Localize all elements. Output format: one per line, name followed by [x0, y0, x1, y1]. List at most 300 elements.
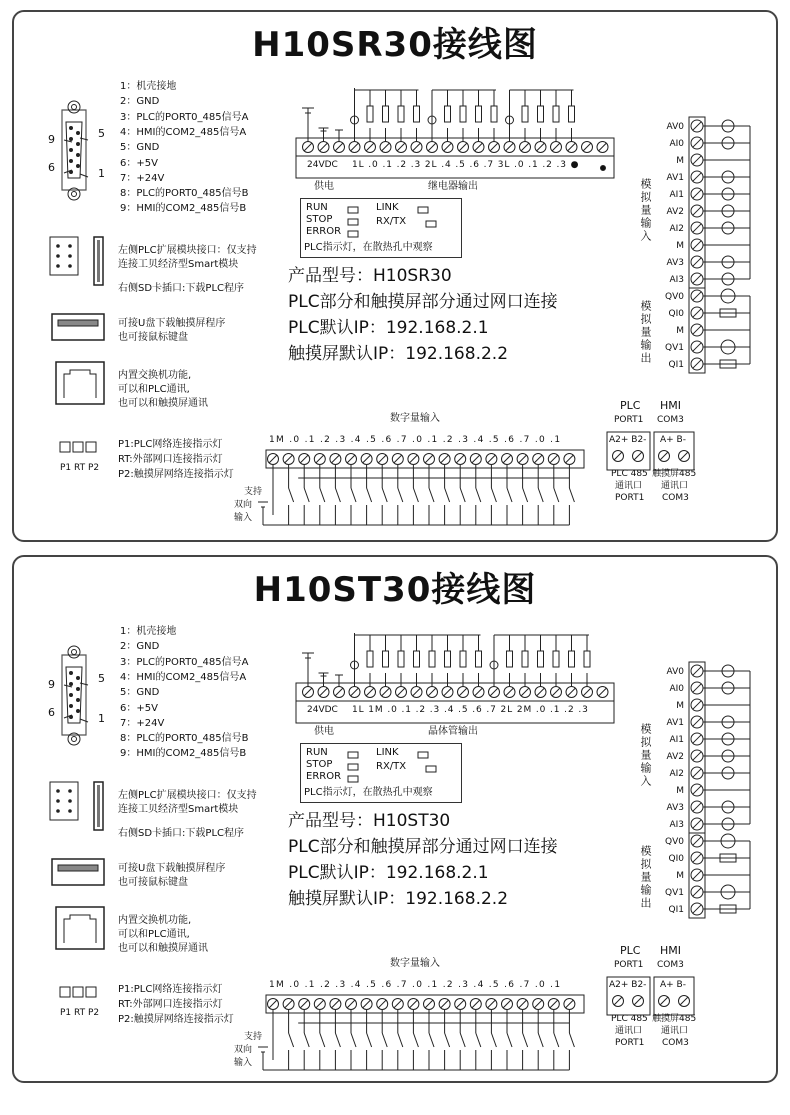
switch-contact-icon — [335, 1033, 340, 1047]
hmi-comm-note: 触摸屏485 — [652, 1014, 697, 1024]
db9-pin-icon — [77, 143, 80, 146]
analog-input-label: 模拟量输入 — [639, 723, 652, 788]
pin-description: 5：GND — [120, 142, 160, 154]
network-note: PLC部分和触摸屏部分通过网口连接 — [288, 292, 558, 312]
screw-slot — [335, 143, 343, 151]
ethernet-jack-icon — [64, 915, 96, 943]
screw-slot — [566, 1000, 574, 1008]
analog-input-terminal: AV0 — [666, 122, 684, 132]
indicator-link: LINK — [376, 747, 399, 758]
db9-screw-icon — [72, 650, 77, 655]
screw-slot — [660, 997, 668, 1005]
db9-pin-icon — [70, 160, 73, 163]
indicator-rxtx: RX/TX — [376, 216, 407, 227]
screw-slot — [332, 455, 340, 463]
expansion-pin-icon — [57, 265, 60, 268]
expansion-pin-icon — [69, 810, 72, 813]
switch-contact-icon — [445, 488, 450, 502]
pin-description: 9：HMI的COM2_485信号B — [120, 203, 247, 215]
db9-label: 6 — [48, 706, 55, 719]
switch-contact-icon — [320, 1033, 325, 1047]
reserved-terminal-dot — [601, 166, 606, 171]
screw-slot — [300, 455, 308, 463]
screw-slot — [693, 752, 701, 760]
analog-output-terminal: QI1 — [668, 905, 684, 915]
switch-contact-icon — [367, 488, 372, 502]
hmi-port-name: COM3 — [657, 960, 684, 970]
usb-port-icon — [52, 314, 104, 340]
switch-contact-icon — [429, 488, 434, 502]
screw-slot — [506, 688, 514, 696]
switch-contact-icon — [351, 1033, 356, 1047]
plc-port-label: PLC — [620, 399, 641, 412]
indicator-rxtx: RX/TX — [376, 761, 407, 772]
expansion-pin-icon — [57, 810, 60, 813]
screw-slot — [459, 688, 467, 696]
hmi-ip: 触摸屏默认IP：192.168.2.2 — [288, 344, 509, 364]
screw-slot — [304, 143, 312, 151]
pin-description: 7：+24V — [120, 717, 165, 729]
expansion-pin-icon — [69, 245, 72, 248]
led-note: P1:PLC网络连接指示灯 — [118, 439, 223, 450]
screw-slot — [680, 997, 688, 1005]
screw-slot — [693, 224, 701, 232]
db9-label: 5 — [98, 672, 105, 685]
switch-contact-icon — [429, 1033, 434, 1047]
bidirectional-note: 双向 — [234, 500, 253, 510]
hmi-comm-note: COM3 — [662, 1038, 689, 1048]
indicator-error: ERROR — [306, 771, 342, 782]
pin-description: 6：+5V — [120, 157, 158, 169]
analog-output-terminal: M — [676, 326, 684, 336]
pin-description: 3：PLC的PORT0_485信号A — [120, 111, 249, 123]
output-terminal-labels: 1L .0 .1 .2 .3 2L .4 .5 .6 .7 3L .0 .1 .2 .3 ● — [352, 160, 580, 170]
screw-slot — [693, 343, 701, 351]
bidirectional-note: 支持 — [244, 487, 263, 497]
switch-contact-icon — [476, 1033, 481, 1047]
screw-slot — [351, 688, 359, 696]
screw-slot — [456, 455, 464, 463]
digital-input-label: 数字量输入 — [390, 958, 440, 969]
plc-ip: PLC默认IP：192.168.2.1 — [288, 863, 489, 883]
analog-input-terminal: AI0 — [669, 139, 684, 149]
screw-slot — [521, 143, 529, 151]
indicator-link: LINK — [376, 202, 399, 213]
screw-slot — [366, 688, 374, 696]
pin-description: 2：GND — [120, 96, 160, 108]
switch-contact-icon — [289, 1033, 294, 1047]
screw-slot — [413, 143, 421, 151]
screw-slot — [472, 1000, 480, 1008]
db9-pin-icon — [77, 154, 80, 157]
screw-slot — [410, 1000, 418, 1008]
sd-card-note: 右侧SD卡插口:下载PLC程序 — [118, 828, 245, 839]
led-p2-icon — [86, 987, 96, 997]
switch-note: 内置交换机功能, — [118, 370, 192, 381]
power-terminal-label: 24VDC — [307, 705, 338, 715]
hmi-comm-note: 通讯口 — [661, 1026, 689, 1036]
pin-description: 9：HMI的COM2_485信号B — [120, 748, 247, 760]
screw-slot — [680, 452, 688, 460]
screw-slot — [693, 241, 701, 249]
hmi-ip: 触摸屏默认IP：192.168.2.2 — [288, 889, 509, 909]
plc-terminal-labels: A2+ B2- — [609, 435, 647, 445]
led-p1-icon — [60, 987, 70, 997]
load-resistor-icon — [414, 106, 420, 122]
screw-slot — [269, 455, 277, 463]
screw-slot — [472, 455, 480, 463]
expansion-pin-icon — [57, 800, 60, 803]
screw-slot — [410, 455, 418, 463]
switch-contact-icon — [569, 488, 574, 502]
screw-slot — [693, 718, 701, 726]
screw-slot — [425, 455, 433, 463]
expansion-pin-icon — [69, 255, 72, 258]
analog-input-terminal: AI2 — [669, 224, 684, 234]
screw-slot — [660, 452, 668, 460]
switch-contact-icon — [320, 488, 325, 502]
screw-slot — [488, 1000, 496, 1008]
led-rt-icon — [73, 987, 83, 997]
switch-contact-icon — [491, 488, 496, 502]
switch-contact-icon — [538, 1033, 543, 1047]
screw-slot — [320, 688, 328, 696]
ethernet-jack-icon — [64, 370, 96, 398]
db9-pin-icon — [70, 138, 73, 141]
bidirectional-note: 支持 — [244, 1032, 263, 1042]
screw-slot — [599, 688, 607, 696]
load-resistor-icon — [553, 651, 559, 667]
switch-contact-icon — [304, 488, 309, 502]
screw-slot — [397, 688, 405, 696]
load-resistor-icon — [491, 106, 497, 122]
switch-note: 可以和PLC通讯, — [118, 929, 190, 940]
load-resistor-icon — [398, 651, 404, 667]
analog-input-terminal: M — [676, 241, 684, 251]
load-resistor-icon — [367, 106, 373, 122]
screw-slot — [503, 455, 511, 463]
analog-input-terminal: AI0 — [669, 684, 684, 694]
switch-contact-icon — [460, 488, 465, 502]
bidirectional-note: 输入 — [234, 1058, 253, 1068]
load-resistor-icon — [476, 106, 482, 122]
screw-slot — [425, 1000, 433, 1008]
load-resistor-icon — [522, 106, 528, 122]
db9-pin-icon — [70, 127, 73, 130]
screw-slot — [521, 688, 529, 696]
screw-slot — [382, 688, 390, 696]
db9-pin-icon — [70, 694, 73, 697]
analog-output-terminal: QV1 — [665, 888, 684, 898]
pin-description: 4：HMI的COM2_485信号A — [120, 126, 247, 138]
screw-slot — [519, 1000, 527, 1008]
screw-slot — [332, 1000, 340, 1008]
load-resistor-icon — [460, 106, 466, 122]
screw-slot — [534, 1000, 542, 1008]
led-labels: P1 RT P2 — [60, 463, 100, 473]
screw-slot — [693, 258, 701, 266]
expansion-note: 连接工贝经济型Smart模块 — [118, 804, 239, 815]
switch-note: 也可以和触摸屏通讯 — [118, 943, 208, 954]
pin-description: 4：HMI的COM2_485信号A — [120, 671, 247, 683]
input-terminal-block — [266, 995, 584, 1013]
network-note: PLC部分和触摸屏部分通过网口连接 — [288, 837, 558, 857]
screw-slot — [550, 1000, 558, 1008]
led-note: RT:外部网口连接指示灯 — [118, 999, 223, 1010]
db9-screw-icon — [72, 105, 77, 110]
hmi-comm-note: 通讯口 — [661, 481, 689, 491]
product-model: 产品型号：H10ST30 — [288, 811, 451, 831]
sd-card-slot-icon — [97, 785, 100, 827]
input-terminal-labels: 1M .0 .1 .2 .3 .4 .5 .6 .7 .0 .1 .2 .3 .4 .5 .6 .7 .0 .1 — [269, 435, 562, 445]
ethernet-port-icon — [56, 362, 104, 404]
led-labels: P1 RT P2 — [60, 1008, 100, 1018]
pin-description: 6：+5V — [120, 702, 158, 714]
input-terminal-labels: 1M .0 .1 .2 .3 .4 .5 .6 .7 .0 .1 .2 .3 .4 .5 .6 .7 .0 .1 — [269, 980, 562, 990]
bidirectional-note: 双向 — [234, 1045, 253, 1055]
load-resistor-icon — [538, 651, 544, 667]
plc-port-name: PORT1 — [614, 960, 644, 970]
expansion-note: 左侧PLC扩展模块接口：仅支持 — [118, 245, 257, 256]
expansion-pin-icon — [69, 800, 72, 803]
power-label: 供电 — [314, 726, 334, 737]
screw-slot — [693, 275, 701, 283]
db9-pin-icon — [77, 132, 80, 135]
pin-description: 5：GND — [120, 687, 160, 699]
plc-port-label: PLC — [620, 944, 641, 957]
expansion-pin-icon — [57, 245, 60, 248]
switch-note: 可以和PLC通讯, — [118, 384, 190, 395]
switch-contact-icon — [367, 1033, 372, 1047]
hmi-port-label: HMI — [660, 944, 682, 957]
hmi-port-label: HMI — [660, 399, 682, 412]
db9-body-icon — [66, 122, 82, 178]
db9-pin-icon — [70, 683, 73, 686]
analog-input-label: 模拟量输入 — [639, 178, 652, 243]
screw-slot — [519, 455, 527, 463]
db9-screw-icon — [72, 737, 77, 742]
switch-contact-icon — [523, 488, 528, 502]
switch-contact-icon — [398, 1033, 403, 1047]
screw-slot — [599, 143, 607, 151]
digital-input-label: 数字量输入 — [390, 413, 440, 424]
screw-slot — [351, 143, 359, 151]
usb-note: 可接U盘下载触摸屏程序 — [118, 863, 226, 874]
db9-pin-icon — [70, 149, 73, 152]
analog-output-terminal: QV1 — [665, 343, 684, 353]
plc-comm-note: 通讯口 — [615, 1026, 643, 1036]
plc-comm-note: PLC 485 — [611, 1014, 648, 1024]
power-label: 供电 — [314, 181, 334, 192]
usb-port-icon — [58, 865, 98, 871]
switch-contact-icon — [335, 488, 340, 502]
screw-slot — [693, 786, 701, 794]
sd-card-slot-icon — [97, 240, 100, 282]
screw-slot — [441, 455, 449, 463]
ethernet-port-icon — [56, 907, 104, 949]
screw-slot — [693, 769, 701, 777]
plc-comm-note: PORT1 — [615, 1038, 645, 1048]
screw-slot — [475, 143, 483, 151]
plc-terminal-labels: A2+ B2- — [609, 980, 647, 990]
load-resistor-icon — [367, 651, 373, 667]
analog-input-terminal: AI1 — [669, 190, 684, 200]
screw-slot — [693, 837, 701, 845]
screw-slot — [583, 143, 591, 151]
load-resistor-icon — [507, 651, 513, 667]
analog-output-terminal: QV0 — [665, 837, 684, 847]
screw-slot — [693, 854, 701, 862]
switch-note: 也可以和触摸屏通讯 — [118, 398, 208, 409]
indicator-stop: STOP — [306, 759, 333, 770]
analog-output-label: 模拟量输出 — [639, 300, 652, 365]
screw-slot — [488, 455, 496, 463]
usb-note: 也可接鼠标键盘 — [118, 877, 188, 888]
screw-slot — [693, 684, 701, 692]
screw-slot — [537, 688, 545, 696]
screw-slot — [693, 173, 701, 181]
switch-contact-icon — [554, 1033, 559, 1047]
analog-input-terminal: AV2 — [666, 207, 684, 217]
expansion-port-icon — [50, 237, 78, 275]
screw-slot — [459, 143, 467, 151]
pin-description: 1：机壳接地 — [120, 626, 177, 637]
output-label: 继电器输出 — [428, 181, 478, 192]
screw-slot — [693, 309, 701, 317]
expansion-note: 连接工贝经济型Smart模块 — [118, 259, 239, 270]
db9-pin-icon — [77, 710, 80, 713]
switch-contact-icon — [351, 488, 356, 502]
load-resistor-icon — [538, 106, 544, 122]
expansion-pin-icon — [69, 265, 72, 268]
switch-contact-icon — [304, 1033, 309, 1047]
analog-input-terminal: AV3 — [666, 258, 684, 268]
input-terminal-block — [266, 450, 584, 468]
plc-comm-note: 通讯口 — [615, 481, 643, 491]
load-resistor-icon — [383, 651, 389, 667]
screw-slot — [363, 455, 371, 463]
db9-screw-icon — [72, 192, 77, 197]
load-resistor-icon — [414, 651, 420, 667]
switch-contact-icon — [476, 488, 481, 502]
screw-slot — [316, 455, 324, 463]
screw-slot — [503, 1000, 511, 1008]
screw-slot — [382, 143, 390, 151]
hmi-port-name: COM3 — [657, 415, 684, 425]
product-model: 产品型号：H10SR30 — [288, 266, 452, 286]
led-rt-icon — [73, 442, 83, 452]
led-p2-icon — [86, 442, 96, 452]
sd-card-note: 右侧SD卡插口:下载PLC程序 — [118, 283, 245, 294]
screw-slot — [693, 888, 701, 896]
switch-contact-icon — [491, 1033, 496, 1047]
screw-slot — [490, 688, 498, 696]
screw-slot — [304, 688, 312, 696]
screw-slot — [568, 143, 576, 151]
usb-port-icon — [58, 320, 98, 326]
load-resistor-icon — [522, 651, 528, 667]
load-resistor-icon — [584, 651, 590, 667]
screw-slot — [614, 452, 622, 460]
screw-slot — [568, 688, 576, 696]
hmi-terminal-labels: A+ B- — [660, 435, 686, 445]
screw-slot — [693, 735, 701, 743]
switch-note: 内置交换机功能, — [118, 915, 192, 926]
screw-slot — [693, 122, 701, 130]
screw-slot — [363, 1000, 371, 1008]
analog-input-terminal: AI3 — [669, 820, 684, 830]
screw-slot — [444, 143, 452, 151]
switch-contact-icon — [507, 488, 512, 502]
db9-label: 5 — [98, 127, 105, 140]
screw-slot — [693, 190, 701, 198]
screw-slot — [475, 688, 483, 696]
screw-slot — [534, 455, 542, 463]
screw-slot — [693, 360, 701, 368]
screw-slot — [693, 207, 701, 215]
screw-slot — [583, 688, 591, 696]
analog-input-terminal: AV0 — [666, 667, 684, 677]
db9-label: 1 — [98, 167, 105, 180]
db9-label: 9 — [48, 678, 55, 691]
load-resistor-icon — [383, 106, 389, 122]
load-resistor-icon — [445, 651, 451, 667]
db9-body-icon — [66, 667, 82, 723]
pin-description: 8：PLC的PORT0_485信号B — [120, 733, 249, 745]
panel-title: H10ST30接线图 — [253, 570, 537, 610]
screw-slot — [693, 326, 701, 334]
analog-input-terminal: AI1 — [669, 735, 684, 745]
screw-slot — [634, 452, 642, 460]
screw-slot — [552, 688, 560, 696]
screw-slot — [693, 139, 701, 147]
db9-pin-icon — [70, 705, 73, 708]
load-resistor-icon — [460, 651, 466, 667]
screw-slot — [347, 455, 355, 463]
screw-slot — [394, 1000, 402, 1008]
expansion-pin-icon — [57, 255, 60, 258]
db9-screw-icon — [68, 101, 80, 113]
screw-slot — [693, 905, 701, 913]
analog-input-terminal: AV2 — [666, 752, 684, 762]
switch-contact-icon — [382, 1033, 387, 1047]
load-resistor-icon — [553, 106, 559, 122]
screw-slot — [394, 455, 402, 463]
analog-input-terminal: AI2 — [669, 769, 684, 779]
indicator-error: ERROR — [306, 226, 342, 237]
analog-input-terminal: AI3 — [669, 275, 684, 285]
usb-port-icon — [52, 859, 104, 885]
screw-slot — [693, 820, 701, 828]
analog-output-terminal: M — [676, 871, 684, 881]
bidirectional-note: 输入 — [234, 513, 253, 523]
analog-input-terminal: M — [676, 156, 684, 166]
switch-contact-icon — [554, 488, 559, 502]
screw-slot — [378, 1000, 386, 1008]
switch-contact-icon — [413, 1033, 418, 1047]
db9-label: 1 — [98, 712, 105, 725]
analog-output-terminal: QI0 — [668, 309, 684, 319]
screw-slot — [335, 688, 343, 696]
switch-contact-icon — [507, 1033, 512, 1047]
led-note: RT:外部网口连接指示灯 — [118, 454, 223, 465]
led-note: P2:触摸屏网络连接指示灯 — [118, 469, 234, 480]
led-note: P2:触摸屏网络连接指示灯 — [118, 1014, 234, 1025]
screw-slot — [550, 455, 558, 463]
screw-slot — [347, 1000, 355, 1008]
screw-slot — [506, 143, 514, 151]
screw-slot — [566, 455, 574, 463]
